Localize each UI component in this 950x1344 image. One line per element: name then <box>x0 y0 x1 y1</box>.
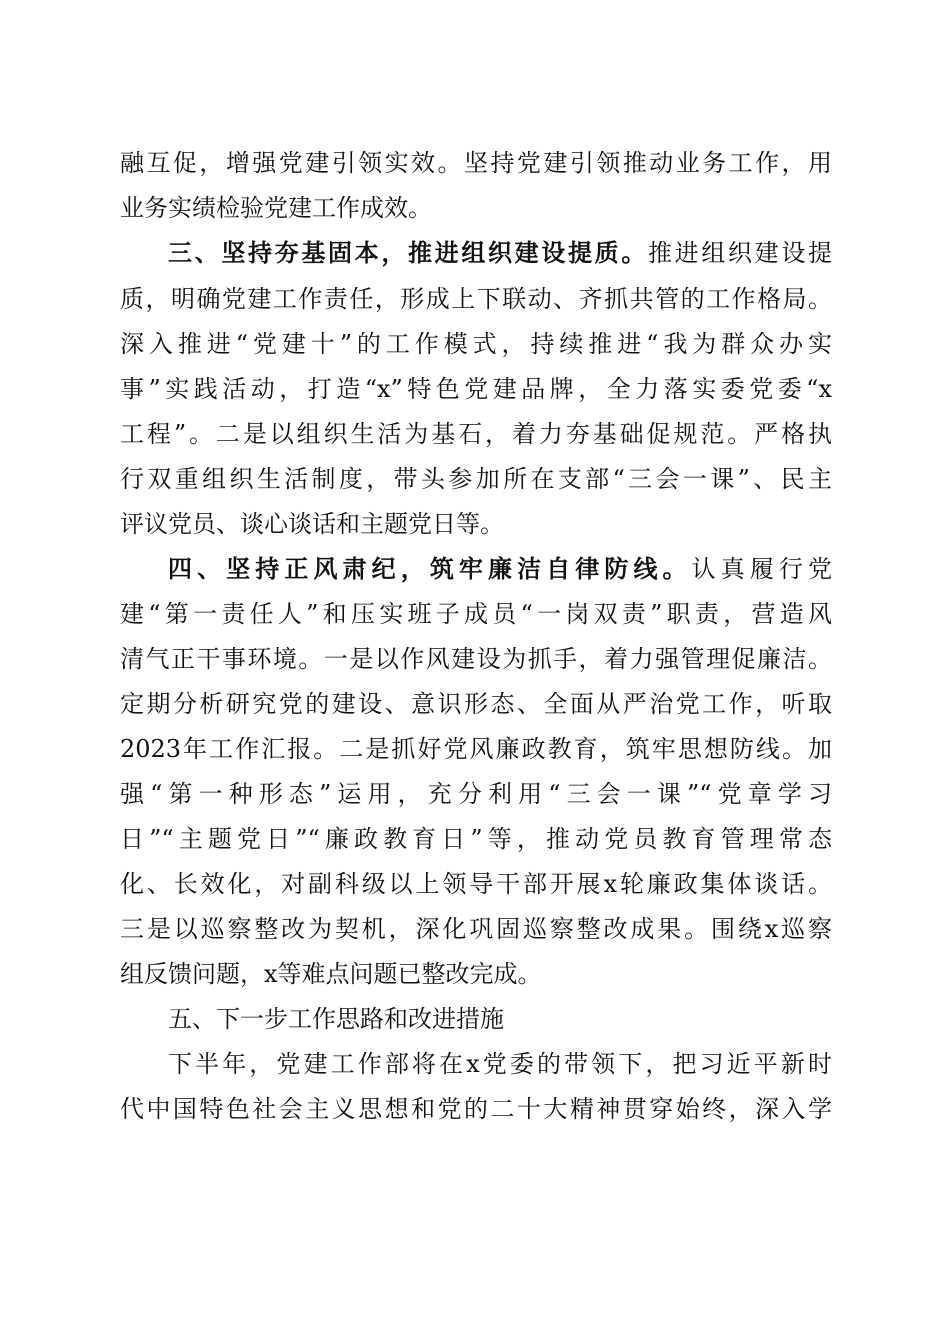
line-text: 化、长效化，对副科级以上领导干部开展x轮廉政集体谈话。 <box>120 870 832 898</box>
body-line <box>120 819 832 859</box>
body-line <box>120 909 832 949</box>
section-five-heading-line <box>168 999 832 1039</box>
line-text: 业务实绩检验党建工作成效。 <box>120 194 432 222</box>
line-text: 质，明确党建工作责任，形成上下联动、齐抓共管的工作格局。 <box>120 285 832 313</box>
body-line <box>120 279 832 319</box>
line-text: 认真履行党 <box>691 555 832 583</box>
body-line <box>168 1044 832 1084</box>
line-text: 三是以巡察整改为契机，深化巩固巡察整改成果。围绕x巡察 <box>120 915 832 943</box>
section-four-first-line <box>168 549 832 589</box>
line-text: 日”“主题党日”“廉政教育日”等，推动党员教育管理常态 <box>120 825 832 853</box>
body-line <box>120 324 832 364</box>
body-line <box>120 774 832 814</box>
line-text: 强“第一种形态”运用，充分利用“三会一课”“党章学习 <box>120 780 832 808</box>
line-text: 事”实践活动，打造“x”特色党建品牌，全力落实委党委“x <box>120 375 832 403</box>
line-text: 深入推进“党建十”的工作模式，持续推进“我为群众办实 <box>120 330 832 358</box>
line-text: 行双重组织生活制度，带头参加所在支部“三会一课”、民主 <box>120 465 832 493</box>
body-line <box>120 639 832 679</box>
line-text: 组反馈问题，x等难点问题已整改完成。 <box>120 960 542 988</box>
line-text: 工程”。二是以组织生活为基石，着力夯基础促规范。严格执 <box>120 420 832 448</box>
body-line <box>120 369 832 409</box>
section-five-heading: 五、下一步工作思路和改进措施 <box>168 1005 504 1033</box>
line-text: 推进组织建设提 <box>648 239 832 267</box>
line-text: 融互促，增强党建引领实效。坚持党建引领推动业务工作，用 <box>120 149 832 177</box>
body-line <box>120 729 832 769</box>
section-three-title: 三、坚持夯基固本，推进组织建设提质。 <box>168 239 648 267</box>
body-line <box>120 1089 832 1129</box>
line-text: 定期分析研究党的建设、意识形态、全面从严治党工作，听取 <box>120 690 832 718</box>
body-line <box>120 459 832 499</box>
line-text: 下半年，党建工作部将在x党委的带领下，把习近平新时 <box>168 1050 832 1078</box>
body-line <box>120 594 832 634</box>
line-text: 建“第一责任人”和压实班子成员“一岗双责”职责，营造风 <box>120 600 832 628</box>
body-line <box>120 188 832 228</box>
section-three-first-line <box>168 233 832 273</box>
body-line <box>120 954 832 994</box>
line-text: 2023年工作汇报。二是抓好党风廉政教育，筑牢思想防线。加 <box>120 735 832 763</box>
line-text: 代中国特色社会主义思想和党的二十大精神贯穿始终，深入学 <box>120 1095 832 1123</box>
line-text: 评议党员、谈心谈话和主题党日等。 <box>120 510 504 538</box>
body-line <box>120 684 832 724</box>
section-four-title: 四、坚持正风肃纪，筑牢廉洁自律防线。 <box>168 555 692 583</box>
body-line <box>120 414 832 454</box>
line-text: 清气正干事环境。一是以作风建设为抓手，着力强管理促廉洁。 <box>120 645 832 673</box>
body-line <box>120 143 832 183</box>
body-line <box>120 864 832 904</box>
body-line <box>120 504 832 544</box>
